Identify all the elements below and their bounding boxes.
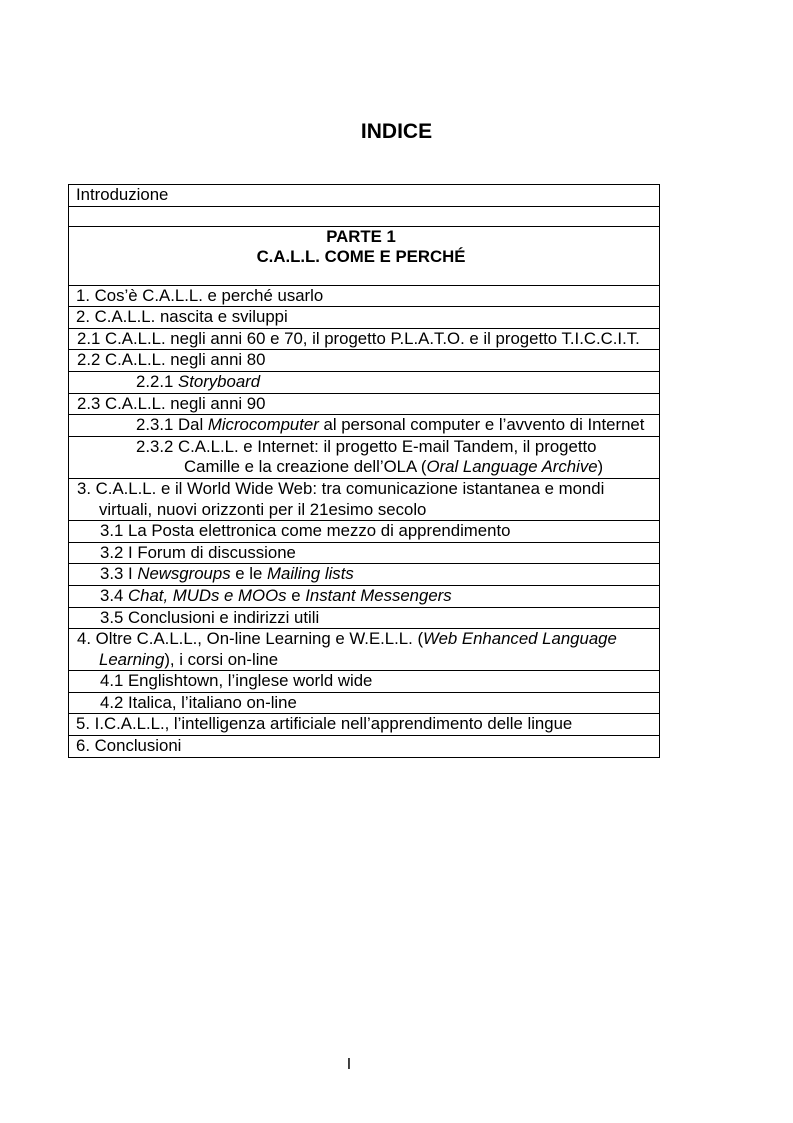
toc-entry-number: 2.2.1 <box>136 371 174 391</box>
page-title: INDICE <box>360 120 433 143</box>
toc-entry-italic: Web Enhanced Language Learning <box>99 629 617 669</box>
page-number: I <box>346 1056 352 1073</box>
toc-entry <box>69 586 653 607</box>
toc-part-heading <box>69 226 660 285</box>
toc-entry: 4.2 Italica, l’italiano on-line <box>100 692 297 712</box>
toc-row-introduzione <box>69 185 660 207</box>
toc-row <box>69 415 660 437</box>
toc-entry: 1. Cos’è C.A.L.L. e perché usarlo <box>76 285 324 305</box>
toc-entry: 3. C.A.L.L. e il World Wide Web: tra comunicazione istantanea e mondi virtuali, nuovi orizzonti per il 21esimo secolo <box>77 478 605 519</box>
toc-entry-italic: Chat, MUDs e MOOs <box>128 585 287 605</box>
toc-row <box>69 629 660 671</box>
toc-entry: Introduzione <box>76 185 169 204</box>
part-label: PARTE 1 <box>326 226 396 246</box>
toc-entry: 6. Conclusioni <box>76 736 182 756</box>
toc-row <box>69 585 660 607</box>
toc-row <box>69 521 660 543</box>
toc-row <box>69 736 660 758</box>
toc-row <box>69 564 660 586</box>
toc-entry-text: ) <box>597 457 604 477</box>
toc-entry: 2.2 C.A.L.L. negli anni 80 <box>77 350 266 370</box>
toc-row <box>69 436 660 478</box>
toc-row <box>69 371 660 393</box>
toc-entry-text: e <box>291 585 301 605</box>
toc-entry-text: e le <box>235 564 263 584</box>
toc-entry: 3.1 La Posta elettronica come mezzo di apprendimento <box>100 521 511 541</box>
toc-row <box>69 393 660 415</box>
toc-entry <box>69 629 653 670</box>
toc-entry <box>69 372 653 393</box>
toc-entry <box>69 564 653 585</box>
toc-empty-row <box>69 206 660 226</box>
toc-row <box>69 692 660 714</box>
toc-entry-text: ), i corsi on-line <box>164 649 279 669</box>
toc-entry-italic: Newsgroups <box>137 564 231 584</box>
toc-entry-number: 3.4 <box>100 585 124 605</box>
toc-entry-italic: Mailing lists <box>267 564 354 584</box>
toc-entry-text: al personal computer e l’avvento di Internet <box>323 415 645 435</box>
toc-entry <box>69 437 653 478</box>
toc-row <box>69 285 660 307</box>
toc-entry: 2. C.A.L.L. nascita e sviluppi <box>76 307 288 327</box>
toc-entry-italic: Storyboard <box>178 371 261 391</box>
toc-entry-text: 2.3.2 C.A.L.L. e Internet: il progetto E-mail Tandem, il progetto Camille e la creazione dell’OLA ( <box>136 436 597 477</box>
toc-row <box>69 307 660 329</box>
toc-entry: 4.1 Englishtown, l’inglese world wide <box>100 671 373 691</box>
toc-row <box>69 671 660 693</box>
table-of-contents <box>68 184 660 758</box>
toc-row <box>69 607 660 629</box>
toc-row <box>69 542 660 564</box>
toc-entry: 3.2 I Forum di discussione <box>100 542 296 562</box>
toc-entry: 2.1 C.A.L.L. negli anni 60 e 70, il progetto P.L.A.T.O. e il progetto T.I.C.C.I.T. <box>77 328 640 348</box>
toc-entry: 2.3 C.A.L.L. negli anni 90 <box>77 393 266 413</box>
toc-entry-italic: Instant Messengers <box>305 585 452 605</box>
toc-row <box>69 714 660 736</box>
toc-entry-text: 4. Oltre C.A.L.L., On-line Learning e W.E.L.L. ( <box>77 629 424 649</box>
toc-entry-italic: Oral Language Archive <box>426 457 598 477</box>
toc-entry <box>69 415 653 436</box>
toc-row <box>69 350 660 372</box>
toc-row <box>69 328 660 350</box>
toc-entry-italic: Microcomputer <box>207 415 319 435</box>
toc-entry: 3.5 Conclusioni e indirizzi utili <box>100 607 320 627</box>
toc-entry-number: 2.3.1 Dal <box>136 415 204 435</box>
toc-entry-number: 3.3 I <box>100 564 133 584</box>
toc-entry: 5. I.C.A.L.L., l’intelligenza artificiale nell’apprendimento delle lingue <box>76 714 573 734</box>
toc-row <box>69 478 660 520</box>
part-subtitle: C.A.L.L. COME E PERCHÉ <box>256 247 466 267</box>
